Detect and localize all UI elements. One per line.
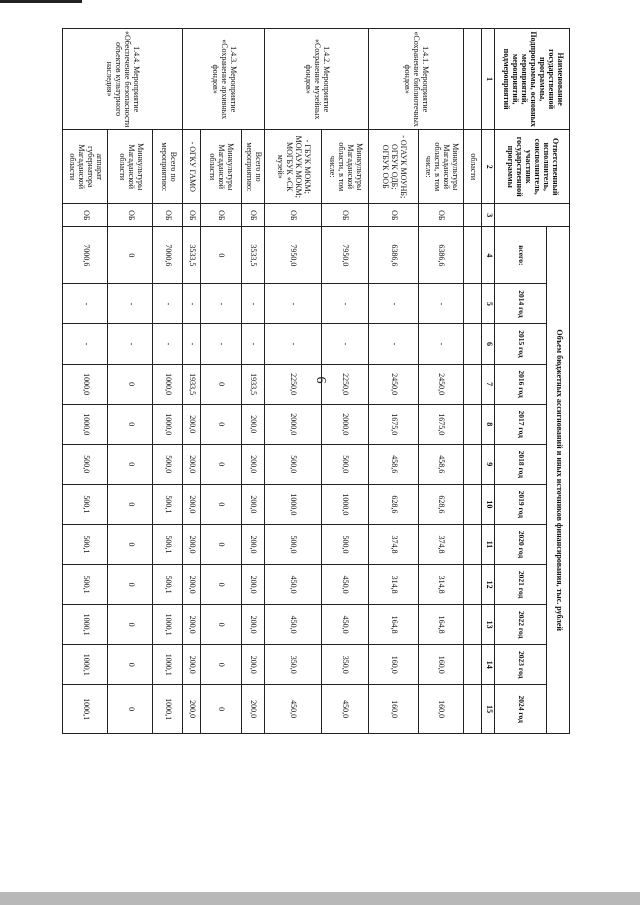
- header-year-cell: 2022 год: [495, 605, 547, 645]
- year-value-cell: 1000,1: [153, 685, 182, 734]
- column-number-cell: 13: [481, 605, 495, 645]
- year-value-cell: 500,1: [153, 484, 182, 524]
- table-row: [265, 29, 321, 734]
- table-row: [418, 29, 463, 734]
- year-value-cell: -: [153, 324, 182, 364]
- document-table-frame: [62, 28, 570, 734]
- year-value-cell: [463, 524, 481, 564]
- year-value-cell: 0: [108, 444, 153, 484]
- program-name-cell: 1.4.2. Мероприятие «Сохранение музейных фондов»: [265, 29, 369, 130]
- year-value-cell: 0: [200, 364, 241, 404]
- responsible-cell: - ОГКУ ГАМО: [182, 130, 200, 204]
- table-row: [241, 29, 265, 734]
- year-value-cell: 1000,0: [63, 404, 108, 444]
- column-number-cell: 15: [481, 685, 495, 734]
- year-value-cell: [463, 484, 481, 524]
- year-value-cell: 458,6: [369, 444, 419, 484]
- year-value-cell: -: [369, 284, 419, 324]
- total-value-cell: [463, 227, 481, 284]
- header-year-cell: 2023 год: [495, 645, 547, 685]
- year-value-cell: 2450,0: [369, 364, 419, 404]
- source-cell: [463, 204, 481, 227]
- year-value-cell: [463, 284, 481, 324]
- column-number-cell: 9: [481, 444, 495, 484]
- source-cell: ОБ: [108, 204, 153, 227]
- year-value-cell: 1675,0: [369, 404, 419, 444]
- source-cell: ОБ: [200, 204, 241, 227]
- year-value-cell: [463, 444, 481, 484]
- year-value-cell: 450,0: [265, 605, 321, 645]
- column-number-cell: 3: [481, 204, 495, 227]
- year-value-cell: 200,0: [241, 404, 265, 444]
- year-value-cell: 200,0: [241, 565, 265, 605]
- year-value-cell: 160,0: [418, 685, 463, 734]
- header-year-cell: 2020 год: [495, 524, 547, 564]
- table-row: [321, 29, 368, 734]
- year-value-cell: 200,0: [182, 484, 200, 524]
- year-value-cell: 0: [108, 565, 153, 605]
- column-number-cell: 2: [481, 130, 495, 204]
- year-value-cell: 0: [200, 565, 241, 605]
- year-value-cell: 500,0: [321, 444, 368, 484]
- header-name-cell: Наименование государственной программы, Подпрограммы, основных мероприятий, мероприятий, подмероприятий: [495, 29, 570, 130]
- header-year-cell: 2019 год: [495, 484, 547, 524]
- program-name-cell: 1.4.3. Мероприятие «Сохранение архивных фондов»: [182, 29, 264, 130]
- year-value-cell: 2250,0: [265, 364, 321, 404]
- year-value-cell: 160,0: [369, 685, 419, 734]
- column-number-cell: 4: [481, 227, 495, 284]
- year-value-cell: 0: [200, 484, 241, 524]
- year-value-cell: -: [241, 284, 265, 324]
- year-value-cell: 1933,5: [182, 364, 200, 404]
- column-number-cell: 1: [481, 29, 495, 130]
- year-value-cell: 450,0: [265, 565, 321, 605]
- responsible-cell: Всего по мероприятию:: [153, 130, 182, 204]
- table-row: [182, 29, 200, 734]
- year-value-cell: 1000,0: [153, 364, 182, 404]
- year-value-cell: -: [108, 324, 153, 364]
- year-value-cell: 200,0: [182, 645, 200, 685]
- header-responsible-cell: Ответственный исполнитель, соисполнитель, участник государственной программы: [495, 130, 570, 204]
- source-cell: ОБ: [321, 204, 368, 227]
- year-value-cell: -: [153, 284, 182, 324]
- total-value-cell: 3533,5: [182, 227, 200, 284]
- table-row: [369, 29, 419, 734]
- source-cell: ОБ: [369, 204, 419, 227]
- year-value-cell: 1000,1: [153, 645, 182, 685]
- year-value-cell: 200,0: [241, 524, 265, 564]
- source-cell: ОБ: [153, 204, 182, 227]
- total-value-cell: 6386,6: [418, 227, 463, 284]
- year-value-cell: 500,0: [63, 444, 108, 484]
- program-name-cell: 1.4.1. Мероприятие «Сохранение библиотечных фондов»: [369, 29, 464, 130]
- header-year-cell: 2021 год: [495, 565, 547, 605]
- year-value-cell: 458,6: [418, 444, 463, 484]
- year-value-cell: -: [200, 284, 241, 324]
- total-value-cell: 7000,6: [63, 227, 108, 284]
- year-value-cell: 500,0: [265, 444, 321, 484]
- year-value-cell: 200,0: [182, 404, 200, 444]
- year-value-cell: [463, 364, 481, 404]
- year-value-cell: 0: [200, 685, 241, 734]
- year-value-cell: 1000,0: [265, 484, 321, 524]
- year-value-cell: [463, 685, 481, 734]
- year-value-cell: 0: [200, 605, 241, 645]
- source-cell: ОБ: [63, 204, 108, 227]
- year-value-cell: 500,0: [265, 524, 321, 564]
- year-value-cell: 0: [200, 524, 241, 564]
- year-value-cell: 200,0: [182, 685, 200, 734]
- year-value-cell: 200,0: [241, 645, 265, 685]
- year-value-cell: 350,0: [265, 645, 321, 685]
- year-value-cell: -: [265, 284, 321, 324]
- funding-table: [62, 28, 570, 734]
- year-value-cell: -: [321, 284, 368, 324]
- year-value-cell: 500,1: [63, 484, 108, 524]
- year-value-cell: 200,0: [182, 605, 200, 645]
- year-value-cell: 2000,0: [321, 404, 368, 444]
- year-value-cell: 350,0: [321, 645, 368, 685]
- responsible-cell: - ГБУК МОКМ; МОГАУК МОКМ; МОГБУК «СК музей»: [265, 130, 321, 204]
- source-cell: ОБ: [418, 204, 463, 227]
- header-year-cell: 2014 год: [495, 284, 547, 324]
- program-name-cell: [463, 29, 481, 130]
- table-row: [463, 29, 481, 734]
- total-value-cell: 0: [108, 227, 153, 284]
- year-value-cell: 450,0: [321, 565, 368, 605]
- column-number-cell: 12: [481, 565, 495, 605]
- year-value-cell: 450,0: [321, 685, 368, 734]
- total-value-cell: 7950,0: [265, 227, 321, 284]
- year-value-cell: 1000,1: [153, 605, 182, 645]
- responsible-cell: Минкультуры Магаданской области: [108, 130, 153, 204]
- rotated-table-container: [62, 28, 570, 734]
- year-value-cell: -: [200, 324, 241, 364]
- table-body: [63, 29, 570, 734]
- year-value-cell: 500,1: [63, 524, 108, 564]
- responsible-cell: Минкультуры Магаданской области, в том числе:: [418, 130, 463, 204]
- year-value-cell: 200,0: [182, 565, 200, 605]
- responsible-cell: Минкультуры Магаданской области, в том числе:: [321, 130, 368, 204]
- year-value-cell: -: [182, 284, 200, 324]
- year-value-cell: 200,0: [241, 685, 265, 734]
- year-value-cell: 1000,0: [63, 364, 108, 404]
- year-value-cell: -: [241, 324, 265, 364]
- year-value-cell: 0: [108, 645, 153, 685]
- year-value-cell: 2000,0: [265, 404, 321, 444]
- year-value-cell: [463, 605, 481, 645]
- table-row: [200, 29, 241, 734]
- total-value-cell: 0: [200, 227, 241, 284]
- column-number-row: [481, 29, 495, 734]
- year-value-cell: 200,0: [241, 484, 265, 524]
- year-value-cell: 1000,0: [153, 404, 182, 444]
- year-value-cell: -: [369, 324, 419, 364]
- page-number: 6: [313, 376, 328, 384]
- year-value-cell: [463, 645, 481, 685]
- year-value-cell: 0: [108, 605, 153, 645]
- year-value-cell: 0: [200, 404, 241, 444]
- year-value-cell: 0: [108, 404, 153, 444]
- responsible-cell: Минкультуры Магаданской области: [200, 130, 241, 204]
- source-cell: ОБ: [182, 204, 200, 227]
- year-value-cell: 628,6: [369, 484, 419, 524]
- table-row: [63, 29, 108, 734]
- year-value-cell: 164,8: [418, 605, 463, 645]
- total-value-cell: 3533,5: [241, 227, 265, 284]
- year-value-cell: -: [321, 324, 368, 364]
- year-value-cell: 1675,0: [418, 404, 463, 444]
- year-value-cell: -: [265, 324, 321, 364]
- year-value-cell: 500,0: [153, 444, 182, 484]
- year-value-cell: 500,1: [153, 565, 182, 605]
- header-source-cell: [495, 204, 570, 227]
- year-value-cell: 450,0: [265, 685, 321, 734]
- year-value-cell: -: [418, 284, 463, 324]
- header-year-cell: 2017 год: [495, 404, 547, 444]
- year-value-cell: 1000,0: [321, 484, 368, 524]
- header-row-top: [547, 29, 570, 734]
- header-funding-group-cell: Объем бюджетных ассигнований и иных источников финансирования, тыс. рублей: [547, 227, 570, 734]
- header-year-cell: 2018 год: [495, 444, 547, 484]
- year-value-cell: 0: [108, 685, 153, 734]
- header-year-cell: 2016 год: [495, 364, 547, 404]
- year-value-cell: 500,1: [153, 524, 182, 564]
- year-value-cell: 200,0: [182, 524, 200, 564]
- year-value-cell: 200,0: [241, 444, 265, 484]
- header-total-cell: всего:: [495, 227, 547, 284]
- scan-bottom-strip: [0, 892, 640, 905]
- year-value-cell: 0: [200, 645, 241, 685]
- year-value-cell: 314,8: [369, 565, 419, 605]
- column-number-cell: 8: [481, 404, 495, 444]
- year-value-cell: 200,0: [182, 444, 200, 484]
- table-row: [108, 29, 153, 734]
- year-value-cell: -: [63, 284, 108, 324]
- responsible-cell: Всего по мероприятию:: [241, 130, 265, 204]
- year-value-cell: 314,8: [418, 565, 463, 605]
- table-row: [153, 29, 182, 734]
- total-value-cell: 7950,0: [321, 227, 368, 284]
- column-number-cell: 14: [481, 645, 495, 685]
- source-cell: ОБ: [265, 204, 321, 227]
- year-value-cell: 0: [108, 524, 153, 564]
- year-value-cell: 374,8: [369, 524, 419, 564]
- year-value-cell: 0: [200, 444, 241, 484]
- year-value-cell: 500,1: [63, 565, 108, 605]
- year-value-cell: [463, 565, 481, 605]
- year-value-cell: -: [108, 284, 153, 324]
- year-value-cell: 1000,1: [63, 645, 108, 685]
- responsible-cell: области: [463, 130, 481, 204]
- year-value-cell: 500,0: [321, 524, 368, 564]
- year-value-cell: 2250,0: [321, 364, 368, 404]
- year-value-cell: 1000,1: [63, 685, 108, 734]
- total-value-cell: 6386,6: [369, 227, 419, 284]
- year-value-cell: 200,0: [241, 605, 265, 645]
- year-value-cell: 160,0: [369, 645, 419, 685]
- year-value-cell: [463, 404, 481, 444]
- top-rule: [0, 0, 82, 3]
- year-value-cell: 0: [108, 484, 153, 524]
- year-value-cell: 1000,1: [63, 605, 108, 645]
- year-value-cell: 2450,0: [418, 364, 463, 404]
- responsible-cell: - ОГАУК МОУНБ; ОГБУК ОДБ; ОГБУК ООБ: [369, 130, 419, 204]
- year-value-cell: -: [418, 324, 463, 364]
- source-cell: ОБ: [241, 204, 265, 227]
- year-value-cell: [463, 324, 481, 364]
- column-number-cell: 10: [481, 484, 495, 524]
- year-value-cell: 450,0: [321, 605, 368, 645]
- responsible-cell: аппарат губернатора Магаданской области: [63, 130, 108, 204]
- year-value-cell: -: [63, 324, 108, 364]
- year-value-cell: -: [182, 324, 200, 364]
- header-year-cell: 2015 год: [495, 324, 547, 364]
- column-number-cell: 5: [481, 284, 495, 324]
- year-value-cell: 164,8: [369, 605, 419, 645]
- year-value-cell: 160,0: [418, 645, 463, 685]
- year-value-cell: 374,8: [418, 524, 463, 564]
- program-name-cell: 1.4.4. Мероприятие «Обеспечение безопасности объектов культурного наследия»: [63, 29, 183, 130]
- year-value-cell: 628,6: [418, 484, 463, 524]
- column-number-cell: 6: [481, 324, 495, 364]
- header-year-cell: 2024 год: [495, 685, 547, 734]
- year-value-cell: 0: [108, 364, 153, 404]
- year-value-cell: 1933,5: [241, 364, 265, 404]
- column-number-cell: 11: [481, 524, 495, 564]
- total-value-cell: 7000,6: [153, 227, 182, 284]
- column-number-cell: 7: [481, 364, 495, 404]
